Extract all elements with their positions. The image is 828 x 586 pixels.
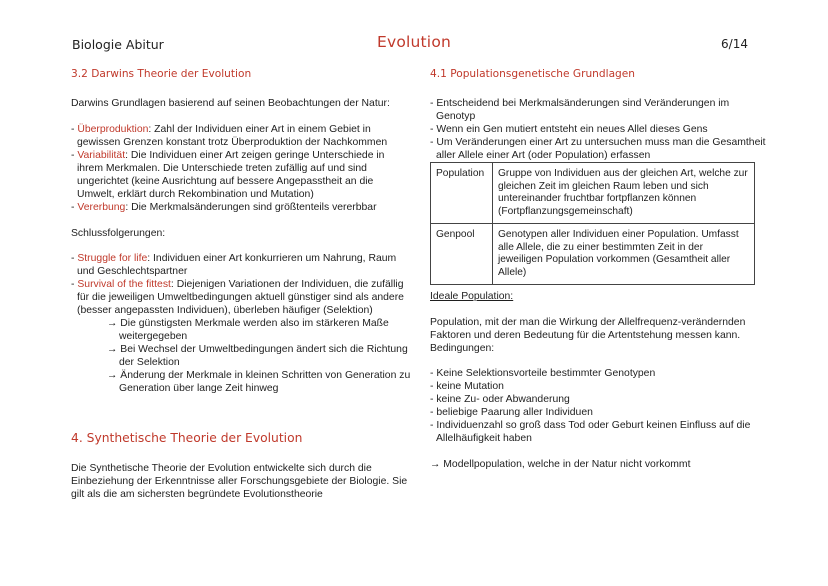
conclusion-arrow-item: → Die günstigsten Merkmale werden also im stärkeren Maße weitergegeben [107,318,389,342]
list-item: - beliebige Paarung aller Individuen [430,407,593,418]
page-number: 6/14 [721,37,748,51]
table-cell-term: Genpool [431,224,493,285]
schluss-heading: Schlussfolgerungen: [71,228,166,239]
list-item: - Wenn ein Gen mutiert entsteht ein neues Allel dieses Gens [430,124,708,135]
bedingungen-list [430,367,770,445]
term-label: Variabilität [77,150,126,161]
list-item: - Struggle for life: Individuen einer Art konkurrieren um Nahrung, Raum und Geschlechtspartner [71,253,397,277]
list-item: - Individuenzahl so groß dass Tod oder Geburt keinen Einfluss auf die Allelhäufigkeit haben [430,420,751,444]
conclusion-arrow-item: → Änderung der Merkmale in kleinen Schritten von Generation zu Generation über lange Zeit hinweg [107,370,411,394]
bedingungen-heading: Bedingungen: [430,343,495,354]
term-text: : Die Merkmalsänderungen sind größtenteils vererbbar [125,202,377,213]
list-item: - keine Mutation [430,381,504,392]
list-item: - Überproduktion: Zahl der Individuen einer Art in einem Gebiet in gewissen Grenzen konstant trotz Überproduktion der Nachkommen [71,124,388,148]
term-label: Überproduktion [77,124,149,135]
section-4-text: Die Synthetische Theorie der Evolution entwickelte sich durch die Einbeziehung der Erkenntnisse aller Forschungsgebiete der Biologie. Sie gilt als die am sichersten begründete Evolutionstheorie [71,463,408,500]
list-item: - Keine Selektionsvorteile bestimmter Genotypen [430,368,656,379]
term-text: : Diejenigen Variationen der Individuen, die zufällig für die jeweiligen Umweltbedingungen aktuell günstiger sind als andere (besser angepassten Individuen), überleben häufiger (Selektion) [77,279,404,316]
table-cell-term: Population [431,163,493,224]
grundlagen-list [71,123,411,214]
list-item: - Um Veränderungen einer Art zu untersuchen muss man die Gesamtheit aller Allele einer Art (oder Population) erfassen [430,137,766,161]
list-item: - Entscheidend bei Merkmalsänderungen sind Veränderungen im Genotyp [430,98,730,122]
list-item: - Variabilität: Die Individuen einer Art zeigen geringe Unterschiede in ihrem Merkmalen. Die Unterschiede treten zufällig auf und sind ungerichtet (keine Ausrichtung auf bessere Angepasstheit an die Umwelt, erklärt durch Rekombination und Mutation) [71,150,385,200]
term-label: Vererbung [77,202,126,213]
section-heading-4-1: 4.1 Populationsgenetische Grundlagen [430,68,636,80]
term-label: Survival of the fittest [77,279,171,290]
intro-text: Darwins Grundlagen basierend auf seinen Beobachtungen der Natur: [71,98,390,109]
term-text: : Die Individuen einer Art zeigen geringe Unterschiede in ihrem Merkmalen. Die Unterschiede treten zufällig auf und sind ungerichtet (keine Ausrichtung auf bessere Angepasstheit an die Umwelt, erklärt durch Rekombination und Mutation) [77,150,385,200]
section-heading-3-2: 3.2 Darwins Theorie der Evolution [71,68,252,80]
schluss-list [71,252,411,395]
modell-conclusion: → Modellpopulation, welche in der Natur nicht vorkommt [430,459,691,470]
conclusion-arrow-item: → Bei Wechsel der Umweltbedingungen ändert sich die Richtung der Selektion [107,344,408,368]
document-subject: Biologie Abitur [72,37,164,52]
ideal-population-heading: Ideale Population: [430,291,514,302]
section-heading-4: 4. Synthetische Theorie der Evolution [71,431,303,445]
definition-table [430,162,755,285]
list-item: - Vererbung: Die Merkmalsänderungen sind größtenteils vererbbar [71,202,377,213]
table-cell-definition: Genotypen aller Individuen einer Population. Umfasst alle Allele, die zu einer bestimmten Zeit in der jeweiligen Population vorkommen (Gesamtheit aller Allele) [493,224,755,285]
table-cell-definition: Gruppe von Individuen aus der gleichen Art, welche zur gleichen Zeit im gleichen Raum leben und sich untereinander fruchtbar fortpflanzen können (Fortpflanzungsgemeinschaft) [493,163,755,224]
list-item: - Survival of the fittest: Diejenigen Variationen der Individuen, die zufällig für die jeweiligen Umweltbedingungen aktuell günstiger sind als andere (besser angepassten Individuen), überleben häufiger (Selektion) [71,279,404,316]
ideal-population-text: Population, mit der man die Wirkung der Allelfrequenz-verändernden Faktoren und deren Bedeutung für die Artentstehung messen kann. [430,317,746,341]
table-row [431,224,755,285]
list-item: - keine Zu- oder Abwanderung [430,394,570,405]
populationsgenetik-list [430,97,770,162]
table-row [431,163,755,224]
term-text: : Individuen einer Art konkurrieren um Nahrung, Raum und Geschlechtspartner [77,253,397,277]
term-text: : Zahl der Individuen einer Art in einem Gebiet in gewissen Grenzen konstant trotz Überproduktion der Nachkommen [77,124,388,148]
page-title: Evolution [376,33,452,51]
term-label: Struggle for life [77,253,148,264]
